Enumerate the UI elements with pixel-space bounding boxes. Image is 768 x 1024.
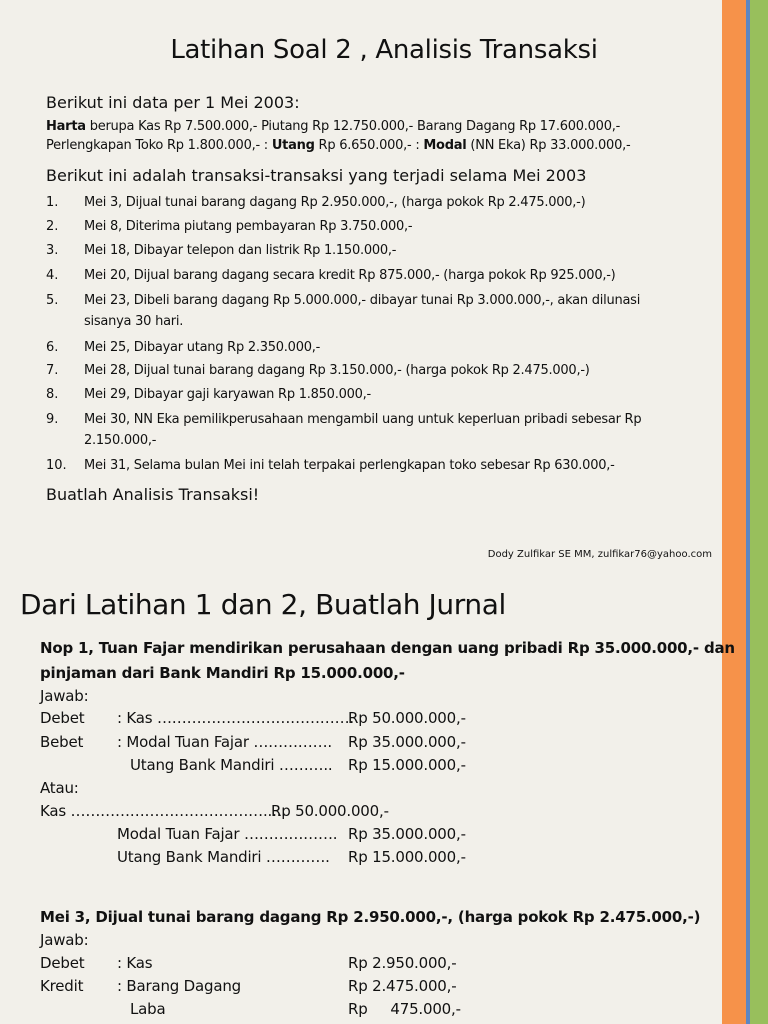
accent-stripe-green bbox=[750, 573, 768, 1024]
journal-account: : Kas …………………………………. bbox=[117, 709, 354, 727]
journal-account: : Kas bbox=[117, 954, 153, 972]
transaction-item: Mei 25, Dibayar utang Rp 2.350.000,- bbox=[84, 340, 321, 355]
journal-account: Utang Bank Mandiri ……….. bbox=[130, 756, 333, 774]
atau-label: Atau: bbox=[40, 779, 79, 797]
journal-amount: Rp 50.000.000,- bbox=[271, 802, 389, 820]
transaction-item: Mei 30, NN Eka pemilikperusahaan mengambil uang untuk keperluan pribadi sebesar Rp 2.150.000,- bbox=[84, 412, 642, 448]
data-line-harta bbox=[46, 118, 620, 136]
problem-1-line-2: pinjaman dari Bank Mandiri Rp 15.000.000,- bbox=[40, 664, 405, 682]
problem-2: Mei 3, Dijual tunai barang dagang Rp 2.950.000,-, (harga pokok Rp 2.475.000,-) bbox=[40, 908, 701, 926]
journal-account: Modal Tuan Fajar ………………. bbox=[117, 825, 338, 843]
journal-account: : Barang Dagang bbox=[117, 977, 241, 995]
journal-account: Kas …………………………………..... bbox=[40, 802, 286, 820]
jawab-label: Jawab: bbox=[40, 687, 89, 705]
utang-label: Utang bbox=[271, 138, 315, 153]
journal-amount: Rp 35.000.000,- bbox=[348, 825, 466, 843]
transaction-number: 7. bbox=[46, 363, 59, 378]
transaction-number: 8. bbox=[46, 387, 59, 402]
transaction-item: Mei 3, Dijual tunai barang dagang Rp 2.950.000,-, (harga pokok Rp 2.475.000,-) bbox=[84, 195, 586, 210]
journal-label-bebet: Bebet bbox=[40, 733, 84, 751]
utang-text: Rp 6.650.000,- : bbox=[314, 138, 424, 153]
journal-amount: Rp 2.950.000,- bbox=[348, 954, 457, 972]
data-line-utang-modal bbox=[46, 137, 630, 155]
transaction-item: Mei 20, Dijual barang dagang secara kredit Rp 875.000,- (harga pokok Rp 925.000,-) bbox=[84, 268, 616, 283]
intro-text: Berikut ini data per 1 Mei 2003: bbox=[46, 93, 300, 112]
journal-label-kredit: Kredit bbox=[40, 977, 84, 995]
slide-buatlah-jurnal bbox=[0, 573, 768, 1024]
transaction-item: Mei 28, Dijual tunai barang dagang Rp 3.150.000,- (harga pokok Rp 2.475.000,-) bbox=[84, 363, 590, 378]
journal-account: Utang Bank Mandiri …………. bbox=[117, 848, 330, 866]
transaction-number: 1. bbox=[46, 195, 59, 210]
transaction-item: Mei 8, Diterima piutang pembayaran Rp 3.750.000,- bbox=[84, 219, 413, 234]
transaction-item: Mei 29, Dibayar gaji karyawan Rp 1.850.000,- bbox=[84, 387, 371, 402]
modal-text: (NN Eka) Rp 33.000.000,- bbox=[466, 138, 631, 153]
closing-instruction: Buatlah Analisis Transaksi! bbox=[46, 485, 260, 504]
transaction-item: Mei 23, Dibeli barang dagang Rp 5.000.000,- dibayar tunai Rp 3.000.000,-, akan dilunasi sisanya 30 hari. bbox=[84, 293, 641, 329]
transaction-item: Mei 31, Selama bulan Mei ini telah terpakai perlengkapan toko sebesar Rp 630.000,- bbox=[84, 458, 615, 473]
transaction-number: 2. bbox=[46, 219, 59, 234]
problem-1-line-1: Nop 1, Tuan Fajar mendirikan perusahaan dengan uang pribadi Rp 35.000.000,- dan bbox=[40, 639, 735, 657]
transaction-number: 9. bbox=[46, 412, 59, 427]
transaction-number: 5. bbox=[46, 293, 59, 308]
transactions-intro: Berikut ini adalah transaksi-transaksi yang terjadi selama Mei 2003 bbox=[46, 166, 587, 185]
transaction-item: Mei 18, Dibayar telepon dan listrik Rp 1.150.000,- bbox=[84, 243, 397, 258]
journal-amount: Rp 475.000,- bbox=[348, 1000, 461, 1018]
journal-account: Laba bbox=[130, 1000, 166, 1018]
slide-title: Dari Latihan 1 dan 2, Buatlah Jurnal bbox=[20, 588, 506, 621]
journal-amount: Rp 35.000.000,- bbox=[348, 733, 466, 751]
journal-account: : Modal Tuan Fajar ……………. bbox=[117, 733, 332, 751]
perlengkapan-text: Perlengkapan Toko Rp 1.800.000,- : bbox=[46, 138, 272, 153]
accent-stripe-orange bbox=[722, 0, 746, 573]
modal-label: Modal bbox=[423, 138, 467, 153]
journal-label-debet: Debet bbox=[40, 709, 85, 727]
harta-label: Harta bbox=[46, 119, 86, 134]
slide-title: Latihan Soal 2 , Analisis Transaksi bbox=[170, 35, 598, 65]
accent-stripe-green bbox=[750, 0, 768, 573]
jawab-label: Jawab: bbox=[40, 931, 89, 949]
transaction-number: 10. bbox=[46, 458, 67, 473]
journal-amount: Rp 15.000.000,- bbox=[348, 756, 466, 774]
author-credit: Dody Zulfikar SE MM, zulfikar76@yahoo.com bbox=[487, 549, 712, 560]
journal-amount: Rp 2.475.000,- bbox=[348, 977, 457, 995]
journal-amount: Rp 50.000.000,- bbox=[348, 709, 466, 727]
harta-text: berupa Kas Rp 7.500.000,- Piutang Rp 12.750.000,- Barang Dagang Rp 17.600.000,- bbox=[85, 119, 621, 134]
transaction-number: 6. bbox=[46, 340, 59, 355]
journal-amount: Rp 15.000.000,- bbox=[348, 848, 466, 866]
transaction-number: 4. bbox=[46, 268, 59, 283]
transaction-number: 3. bbox=[46, 243, 59, 258]
journal-label-debet: Debet bbox=[40, 954, 85, 972]
